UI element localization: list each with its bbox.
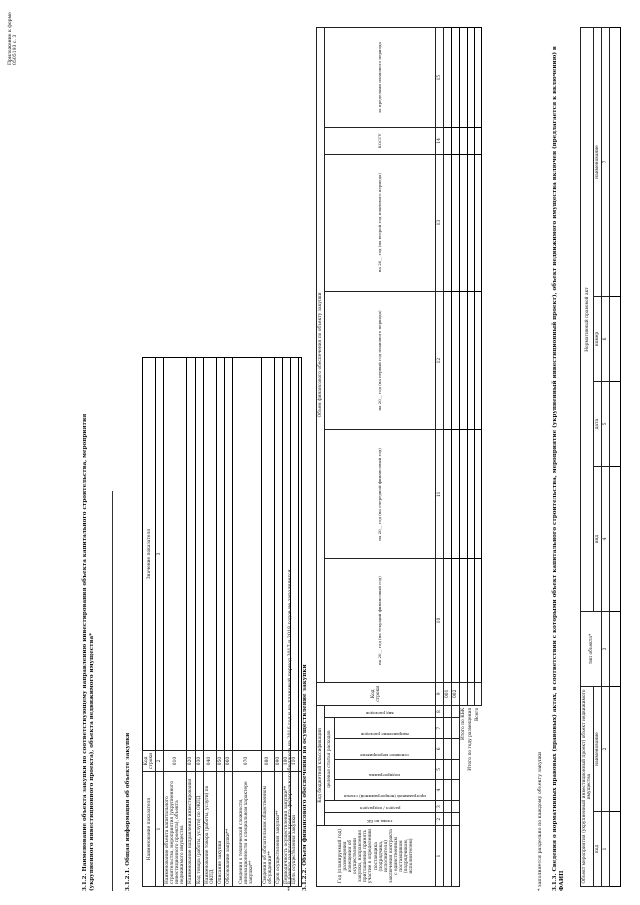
table-row: Итого по году размещения (467, 28, 474, 887)
table-row: Описание закупки 050 (216, 358, 224, 887)
normative-acts-table: Объект мероприятия (укрупненный инвестиционный проект) объект недвижимого имущества тип объекта* Нормативный правовой акт код наименование вид дата номер наименование 1 2 3 4 5 6 7 (580, 27, 621, 887)
col-line-code-header: Код строки (317, 682, 436, 705)
table-row: Обоснование закупки** 060 (224, 358, 232, 887)
table-row: Итого по КБК (460, 28, 468, 887)
table-row: Сведения о технической сложности, инновационности и специальном характере закупки** 070 (232, 358, 261, 887)
section-3-1-2-1-title: 3.1.2.1. Общая информация об объекте закупки (125, 732, 131, 891)
table-row: Код товара (работы, услуги) по ОКПД 030 (195, 358, 203, 887)
col-indicator-value-header: Значение показателя (143, 358, 156, 751)
table-row: 002 (452, 28, 460, 887)
appendix-label: Приложение к форме 0505193 с. 3 (8, 12, 18, 65)
table-row: Сведения об обязательном общественном обсуждении** 080 (261, 358, 274, 887)
section-3-1-3-title: 3.1.3. Сведения о нормативных правовых (правовых) актах, в соответствии с которыми объект капитального строительства, мероприятие (укрупненный инвестиционный проект), объект недвижимого имущества включен (предлагается к включению) в ФАИП (552, 46, 565, 891)
col-indicator-name-header: Наименование показателя (143, 772, 156, 887)
table-row: Всего (474, 28, 481, 887)
footnote-each-purchase: * заполняется раздельно по каждому объекту закупки (538, 751, 543, 891)
col-line-code-header: Код строки (143, 750, 156, 771)
footnote-2016: ** В рамках подготовки проекта федерального бюджета на 2016 год и на плановый период 2017 и 2018 годов не заполняется (288, 569, 293, 891)
table-row: Наименование объекта капитального строительства, мероприятия (укрупненного инвестиционного проекта), объекта недвижимого имущества 010 (164, 358, 187, 887)
col-year-header: Год (планируемый год) размещения извещения об осуществлении закупки, направления приглашения принять участие в определении поставщика (подрядчика, исполнителя) заключения контракта с единственным поставщиком (подрядчиком, исполнителем) (317, 826, 436, 887)
table-row: Наименование направления инвестирования 020 (187, 358, 195, 887)
table-row (610, 28, 621, 887)
col-financing-volume-header: Объем финансового обеспечения по объекту закупки (317, 28, 325, 683)
table-row: Наименование товара (работы, услуги) по ОКПД 040 (203, 358, 216, 887)
general-info-table: Наименование показателя Код строки Значение показателя 1 2 3 Наименование объекта капитального строительства, мероприятия (укрупненного инвестиционного проекта), объекта недвижимого имущества 010 Наименование направления инвестирования 020 Код товара (работы, услуги) по ОКПД 030 Наименование товара (работы, услуги) по ОКПД 040 Описание закупки 050 Обоснование закупки** 060 Сведения о технической сложности, инновационности и специальном характере закупки** 070 Сведения об обязательном общественном обсуждении** 080 Срок осуществления закупки** 090 Периодичность осуществления закупки** 100 Цель осуществления закупки 110 (142, 357, 302, 887)
col-budget-class-header: Код бюджетной классификации (317, 705, 325, 825)
table-row: 001 (444, 28, 452, 887)
table-row: Периодичность осуществления закупки** 100 (283, 358, 291, 887)
table-row: Цель осуществления закупки 110 (291, 358, 299, 887)
title-underline (112, 491, 113, 891)
section-3-1-2-title: 3.1.2. Наименование объекта закупки по соответствующему направлению инвестирования объекта капитального строительства, мероприятия (укрупненного инвестиционного проекта), объекта недвижимого имущества* (82, 413, 95, 891)
section-3-1-2-2-title: 3.1.2.2. Объем финансового обеспечения на осуществление закупки (302, 664, 308, 891)
financing-table: Год (планируемый год) размещения извещения об осуществлении закупки, направления приглашения принять участие в определении поставщика (подрядчика, исполнителя) заключения контракта с единственным поставщиком (подрядчиком, исполнителем) Код бюджетной классификации Код строки Объем финансового обеспечения по объекту закупки глава по БК раздел / подраздел целевая статья расходов вид расходов на 20__ год (на текущий финансовый год) на 20__ год (на очередной финансовый год) на 20__ год (на первый год планового периода) на 20__ год (на второй год планового периода) КОСГУ за пределами планового периода программной (непрограммной) статьи подпрограмма основное мероприятие направление расходов 1 2 3 4 5 6 7 8 9 10 11 12 13 14 15 001 002 Итого по КБК Итого по году размещения Всего (316, 27, 482, 887)
table-row: Срок осуществления закупки** 090 (274, 358, 282, 887)
